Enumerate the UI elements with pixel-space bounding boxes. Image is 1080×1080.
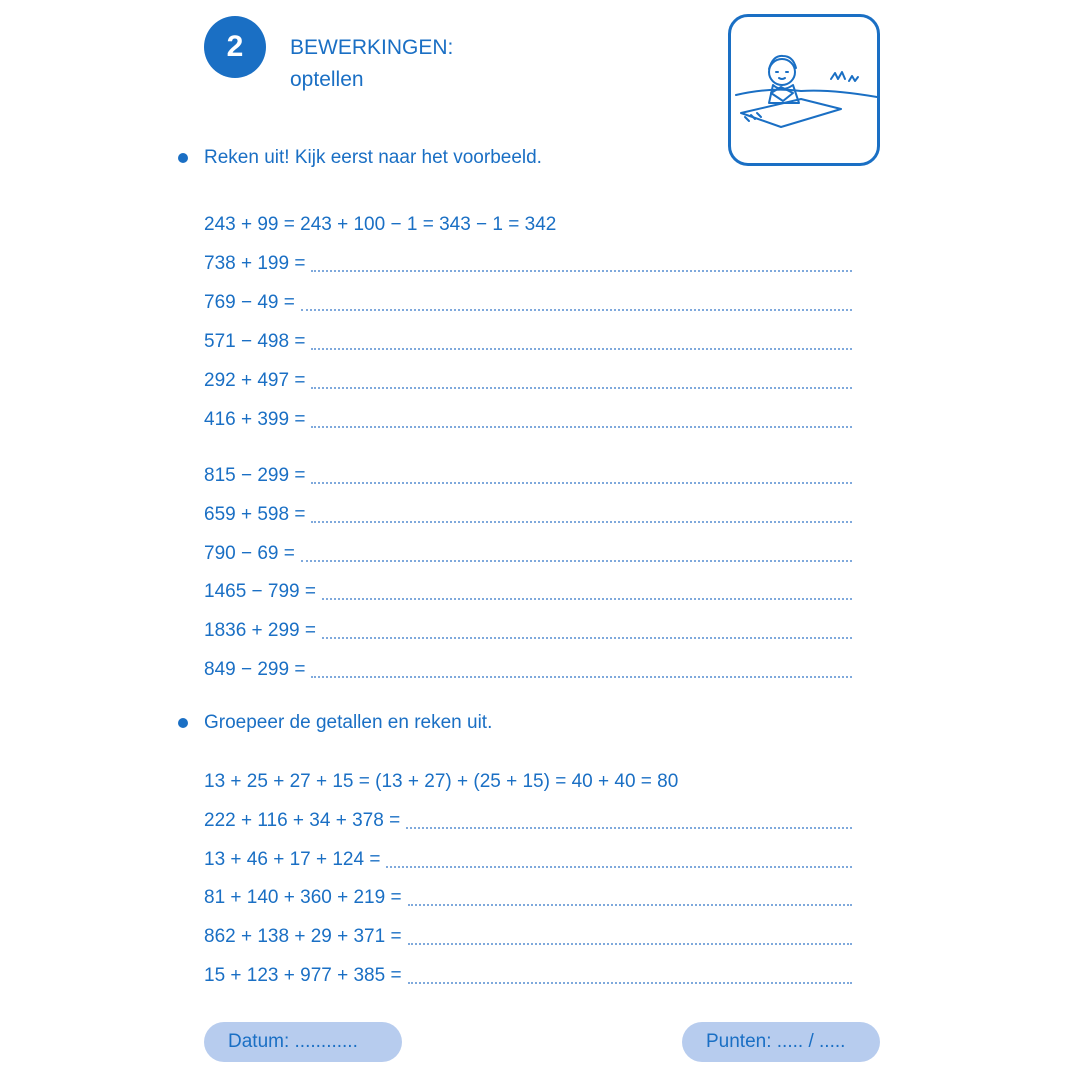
title-subheading: optellen bbox=[290, 68, 364, 91]
exercise-row[interactable]: 15 + 123 + 977 + 385 = bbox=[204, 959, 852, 987]
section1-instruction-text: Reken uit! Kijk eerst naar het voorbeeld. bbox=[204, 147, 542, 168]
example-equation: 13 + 25 + 27 + 15 = (13 + 27) + (25 + 15) = 40 + 40 = 80 bbox=[204, 771, 679, 792]
answer-line[interactable] bbox=[408, 941, 852, 945]
exercise-row[interactable]: 571 − 498 = bbox=[204, 325, 852, 353]
answer-line[interactable] bbox=[406, 825, 852, 829]
illustration-frame bbox=[728, 14, 880, 166]
exercise-row[interactable]: 1836 + 299 = bbox=[204, 614, 852, 642]
exercise-row[interactable]: 790 − 69 = bbox=[204, 537, 852, 565]
answer-line[interactable] bbox=[322, 596, 852, 600]
answer-line[interactable] bbox=[408, 980, 852, 984]
score-label: Punten: ..... / ..... bbox=[706, 1031, 846, 1052]
section1-instruction bbox=[178, 147, 542, 169]
exercise-row[interactable]: 862 + 138 + 29 + 371 = bbox=[204, 920, 852, 948]
title-heading: BEWERKINGEN: bbox=[290, 36, 454, 59]
answer-line[interactable] bbox=[311, 346, 852, 350]
bullet-icon bbox=[178, 718, 188, 728]
score-field[interactable] bbox=[682, 1022, 880, 1062]
answer-line[interactable] bbox=[322, 635, 852, 639]
exercise-row[interactable]: 222 + 116 + 34 + 378 = bbox=[204, 804, 852, 832]
date-label: Datum: ............ bbox=[228, 1031, 358, 1052]
exercise-row[interactable]: 1465 − 799 = bbox=[204, 575, 852, 603]
section2-example bbox=[204, 765, 852, 793]
bullet-icon bbox=[178, 153, 188, 163]
exercise-row[interactable]: 738 + 199 = bbox=[204, 247, 852, 275]
exercise-row[interactable]: 416 + 399 = bbox=[204, 403, 852, 431]
answer-line[interactable] bbox=[301, 307, 852, 311]
child-reading-illustration bbox=[731, 17, 877, 163]
example-equation: 243 + 99 = 243 + 100 − 1 = 343 − 1 = 342 bbox=[204, 214, 557, 235]
answer-line[interactable] bbox=[311, 385, 852, 389]
section2-instruction bbox=[178, 712, 492, 734]
page-title bbox=[290, 32, 453, 96]
exercise-row[interactable]: 81 + 140 + 360 + 219 = bbox=[204, 881, 852, 909]
exercise-row[interactable]: 849 − 299 = bbox=[204, 653, 852, 681]
exercise-row[interactable]: 815 − 299 = bbox=[204, 459, 852, 487]
exercise-row[interactable]: 13 + 46 + 17 + 124 = bbox=[204, 843, 852, 871]
answer-line[interactable] bbox=[408, 902, 852, 906]
exercise-row[interactable]: 659 + 598 = bbox=[204, 498, 852, 526]
exercise-row[interactable]: 292 + 497 = bbox=[204, 364, 852, 392]
answer-line[interactable] bbox=[311, 268, 852, 272]
exercise-row[interactable]: 769 − 49 = bbox=[204, 286, 852, 314]
exercise-number-badge: 2 bbox=[204, 16, 266, 78]
section2-instruction-text: Groepeer de getallen en reken uit. bbox=[204, 712, 493, 733]
answer-line[interactable] bbox=[311, 674, 852, 678]
answer-line[interactable] bbox=[301, 558, 852, 562]
date-field[interactable] bbox=[204, 1022, 402, 1062]
answer-line[interactable] bbox=[311, 424, 852, 428]
answer-line[interactable] bbox=[386, 864, 852, 868]
section1-example bbox=[204, 208, 852, 236]
answer-line[interactable] bbox=[311, 519, 852, 523]
answer-line[interactable] bbox=[311, 480, 852, 484]
